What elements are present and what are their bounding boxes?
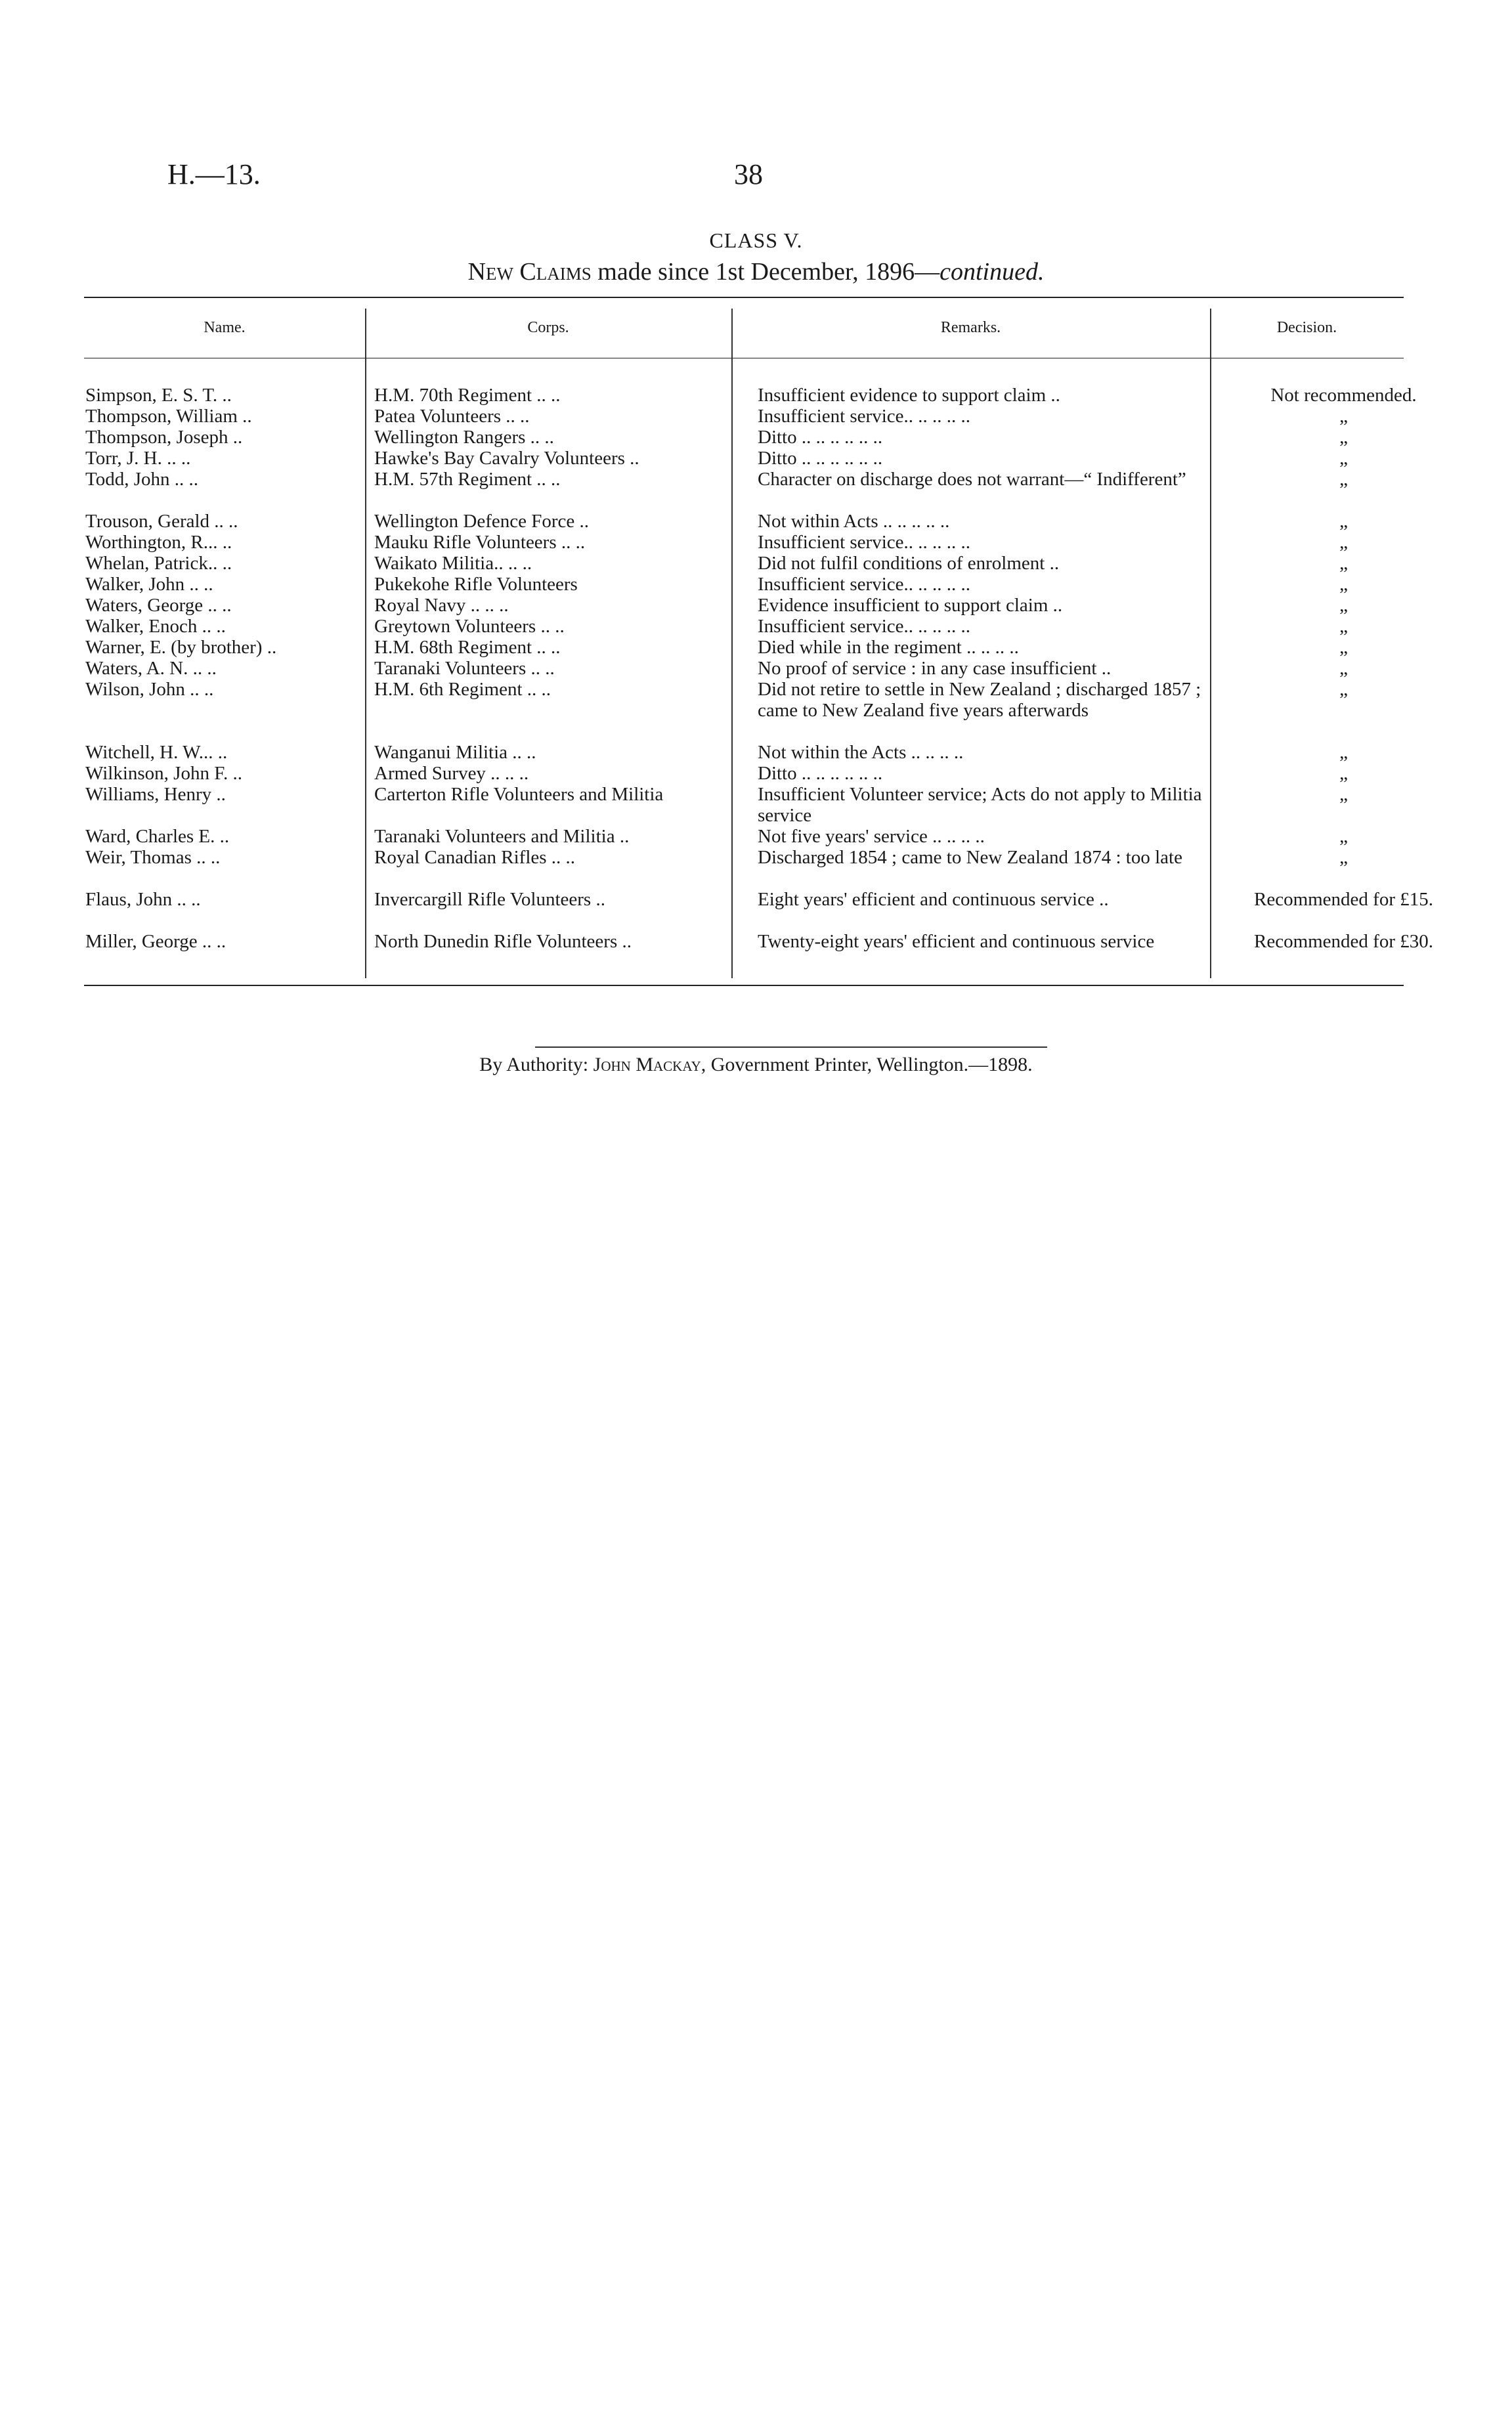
cell-decision bbox=[1247, 616, 1440, 637]
table-row bbox=[84, 721, 1440, 763]
cell-decision bbox=[1247, 469, 1440, 490]
cell-name-text: Thompson, Joseph .. bbox=[85, 427, 243, 448]
cell-remarks-text: Insufficient service.. .. .. .. .. bbox=[758, 532, 971, 553]
class-title: CLASS V. bbox=[709, 228, 803, 252]
cell-name-text: Torr, J. H. .. .. bbox=[85, 448, 191, 469]
table-row bbox=[84, 385, 1440, 406]
cell-name-text: Walker, Enoch .. .. bbox=[85, 616, 226, 637]
cell-corps-text: H.M. 70th Regiment .. .. bbox=[374, 385, 561, 406]
cell-name-text: Waters, A. N. .. .. bbox=[85, 658, 217, 679]
cell-name-text: Weir, Thomas .. .. bbox=[85, 847, 221, 868]
cell-remarks bbox=[748, 490, 1247, 532]
cell-remarks bbox=[748, 784, 1247, 826]
cell-decision-text: „ bbox=[1339, 553, 1348, 574]
cell-name bbox=[84, 826, 368, 847]
cell-corps bbox=[368, 637, 748, 658]
cell-name-text: Ward, Charles E. .. bbox=[85, 826, 230, 847]
cell-name-text: Walker, John .. .. bbox=[85, 574, 213, 595]
cell-name bbox=[84, 910, 368, 952]
table-row bbox=[84, 868, 1440, 910]
cell-remarks-text: Not within the Acts .. .. .. .. bbox=[758, 742, 964, 763]
table-row bbox=[84, 490, 1440, 532]
cell-name bbox=[84, 595, 368, 616]
cell-corps-text: Patea Volunteers .. .. bbox=[374, 406, 530, 427]
cell-name-text: Wilson, John .. .. bbox=[85, 679, 214, 700]
cell-remarks-text: Discharged 1854 ; came to New Zealand 1874 : too late bbox=[758, 847, 1182, 868]
cell-name bbox=[84, 574, 368, 595]
cell-remarks bbox=[748, 868, 1247, 910]
cell-decision bbox=[1247, 721, 1440, 763]
imprint-rest: Government Printer, Wellington.—1898. bbox=[710, 1054, 1033, 1075]
cell-corps-text: H.M. 57th Regiment .. .. bbox=[374, 469, 561, 490]
cell-corps-text: H.M. 68th Regiment .. .. bbox=[374, 637, 561, 658]
cell-remarks-text: Ditto .. .. .. .. .. .. bbox=[758, 427, 883, 448]
cell-corps bbox=[368, 406, 748, 427]
cell-name-text: Trouson, Gerald .. .. bbox=[85, 511, 238, 532]
claims-table-body bbox=[84, 385, 1440, 952]
cell-name-text: Worthington, R... .. bbox=[85, 532, 232, 553]
cell-remarks bbox=[748, 679, 1247, 721]
cell-name-text: Flaus, John .. .. bbox=[85, 889, 201, 910]
cell-remarks bbox=[748, 616, 1247, 637]
cell-decision-text: „ bbox=[1339, 511, 1348, 532]
cell-corps bbox=[368, 847, 748, 868]
table-row bbox=[84, 532, 1440, 553]
cell-corps bbox=[368, 385, 748, 406]
cell-remarks bbox=[748, 847, 1247, 868]
cell-decision-text: „ bbox=[1339, 448, 1348, 469]
cell-name-text: Miller, George .. .. bbox=[85, 931, 227, 952]
cell-corps-text: Wanganui Militia .. .. bbox=[374, 742, 536, 763]
cell-remarks bbox=[748, 574, 1247, 595]
cell-corps-text: Greytown Volunteers .. .. bbox=[374, 616, 565, 637]
table-row bbox=[84, 616, 1440, 637]
cell-decision bbox=[1247, 595, 1440, 616]
cell-name-text: Todd, John .. .. bbox=[85, 469, 198, 490]
cell-remarks bbox=[748, 385, 1247, 406]
cell-remarks bbox=[748, 763, 1247, 784]
cell-remarks-text: Ditto .. .. .. .. .. .. bbox=[758, 763, 883, 784]
cell-name-text: Thompson, William .. bbox=[85, 406, 252, 427]
cell-decision-text: „ bbox=[1339, 469, 1348, 490]
cell-decision bbox=[1247, 826, 1440, 847]
cell-name bbox=[84, 616, 368, 637]
table-row bbox=[84, 763, 1440, 784]
cell-decision-text: „ bbox=[1339, 616, 1348, 637]
cell-name bbox=[84, 847, 368, 868]
column-header-decision: Decision. bbox=[1276, 319, 1337, 336]
cell-remarks-text: Did not fulfil conditions of enrolment .. bbox=[758, 553, 1060, 574]
cell-name bbox=[84, 532, 368, 553]
cell-corps-text: Pukekohe Rifle Volunteers bbox=[374, 574, 578, 595]
cell-name bbox=[84, 448, 368, 469]
cell-remarks bbox=[748, 532, 1247, 553]
cell-decision bbox=[1247, 448, 1440, 469]
cell-corps-text: Royal Canadian Rifles .. .. bbox=[374, 847, 576, 868]
cell-remarks-text: Insufficient evidence to support claim .. bbox=[758, 385, 1060, 406]
cell-decision-text: „ bbox=[1339, 637, 1348, 658]
cell-decision-text: „ bbox=[1339, 574, 1348, 595]
cell-corps bbox=[368, 427, 748, 448]
cell-corps bbox=[368, 448, 748, 469]
cell-remarks bbox=[748, 910, 1247, 952]
imprint bbox=[0, 1054, 1512, 1076]
cell-corps bbox=[368, 553, 748, 574]
cell-name bbox=[84, 490, 368, 532]
table-row bbox=[84, 658, 1440, 679]
subtitle-continued: continued. bbox=[940, 258, 1045, 286]
cell-corps bbox=[368, 763, 748, 784]
cell-decision-text: „ bbox=[1339, 763, 1348, 784]
cell-remarks bbox=[748, 448, 1247, 469]
cell-corps-text: Wellington Rangers .. .. bbox=[374, 427, 554, 448]
imprint-lead: By Authority: bbox=[479, 1054, 589, 1075]
table-row bbox=[84, 448, 1440, 469]
cell-decision-text: „ bbox=[1339, 658, 1348, 679]
cell-name bbox=[84, 637, 368, 658]
cell-corps-text: Hawke's Bay Cavalry Volunteers .. bbox=[374, 448, 639, 469]
cell-name bbox=[84, 679, 368, 721]
cell-decision-text: „ bbox=[1339, 427, 1348, 448]
cell-remarks bbox=[748, 469, 1247, 490]
cell-remarks bbox=[748, 595, 1247, 616]
subtitle-smallcaps: New Claims bbox=[467, 258, 592, 286]
cell-corps-text: North Dunedin Rifle Volunteers .. bbox=[374, 931, 632, 952]
cell-corps bbox=[368, 910, 748, 952]
cell-decision-text: „ bbox=[1339, 679, 1348, 700]
table-row bbox=[84, 637, 1440, 658]
cell-name-text: Wilkinson, John F. .. bbox=[85, 763, 243, 784]
cell-remarks-text: Insufficient service.. .. .. .. .. bbox=[758, 406, 971, 427]
cell-name bbox=[84, 721, 368, 763]
cell-name bbox=[84, 406, 368, 427]
cell-name bbox=[84, 763, 368, 784]
cell-remarks bbox=[748, 406, 1247, 427]
cell-corps bbox=[368, 868, 748, 910]
cell-corps bbox=[368, 721, 748, 763]
column-header-remarks: Remarks. bbox=[940, 319, 1001, 336]
cell-decision bbox=[1247, 910, 1440, 952]
cell-name bbox=[84, 427, 368, 448]
cell-name-text: Waters, George .. .. bbox=[85, 595, 232, 616]
page-number: 38 bbox=[734, 158, 763, 190]
cell-name bbox=[84, 784, 368, 826]
table-row bbox=[84, 847, 1440, 868]
cell-remarks bbox=[748, 658, 1247, 679]
column-headers bbox=[0, 319, 1512, 341]
cell-decision-text: Recommended for £15. bbox=[1253, 889, 1433, 910]
cell-decision bbox=[1247, 637, 1440, 658]
cell-decision bbox=[1247, 868, 1440, 910]
cell-corps-text: Royal Navy .. .. .. bbox=[374, 595, 509, 616]
table-row bbox=[84, 469, 1440, 490]
cell-corps bbox=[368, 616, 748, 637]
table-row bbox=[84, 553, 1440, 574]
cell-corps bbox=[368, 784, 748, 826]
cell-corps-text: Waikato Militia.. .. .. bbox=[374, 553, 532, 574]
cell-corps bbox=[368, 490, 748, 532]
cell-corps bbox=[368, 532, 748, 553]
cell-corps-text: Taranaki Volunteers .. .. bbox=[374, 658, 555, 679]
page-reference: H.—13. bbox=[167, 158, 261, 190]
table-row bbox=[84, 784, 1440, 826]
cell-corps-text: Carterton Rifle Volunteers and Militia bbox=[374, 784, 664, 805]
table-row bbox=[84, 574, 1440, 595]
cell-remarks-text: No proof of service : in any case insufficient .. bbox=[758, 658, 1112, 679]
cell-remarks bbox=[748, 427, 1247, 448]
cell-name-text: Whelan, Patrick.. .. bbox=[85, 553, 232, 574]
cell-corps-text: Invercargill Rifle Volunteers .. bbox=[374, 889, 605, 910]
cell-decision bbox=[1247, 406, 1440, 427]
cell-remarks-text: Died while in the regiment .. .. .. .. bbox=[758, 637, 1019, 658]
table-row bbox=[84, 826, 1440, 847]
cell-corps bbox=[368, 658, 748, 679]
cell-remarks bbox=[748, 826, 1247, 847]
cell-decision bbox=[1247, 763, 1440, 784]
cell-remarks-text: Insufficient service.. .. .. .. .. bbox=[758, 574, 971, 595]
cell-decision-text: „ bbox=[1339, 826, 1348, 847]
cell-decision bbox=[1247, 679, 1440, 721]
cell-remarks-text: Insufficient Volunteer service; Acts do not apply to Militia service bbox=[758, 784, 1202, 826]
cell-decision bbox=[1247, 658, 1440, 679]
cell-name bbox=[84, 553, 368, 574]
cell-remarks bbox=[748, 553, 1247, 574]
table-row bbox=[84, 595, 1440, 616]
cell-name bbox=[84, 658, 368, 679]
cell-name-text: Simpson, E. S. T. .. bbox=[85, 385, 232, 406]
table-row bbox=[84, 427, 1440, 448]
cell-decision bbox=[1247, 385, 1440, 406]
cell-corps-text: H.M. 6th Regiment .. .. bbox=[374, 679, 551, 700]
cell-name-text: Williams, Henry .. bbox=[85, 784, 226, 805]
cell-remarks-text: Not within Acts .. .. .. .. .. bbox=[758, 511, 950, 532]
cell-decision bbox=[1247, 784, 1440, 826]
cell-remarks-text: Evidence insufficient to support claim .. bbox=[758, 595, 1063, 616]
cell-decision-text: „ bbox=[1339, 847, 1348, 868]
cell-decision-text: Not recommended. bbox=[1270, 385, 1417, 406]
cell-decision bbox=[1247, 427, 1440, 448]
cell-remarks-text: Ditto .. .. .. .. .. .. bbox=[758, 448, 883, 469]
cell-remarks-text: Did not retire to settle in New Zealand ; discharged 1857 ; came to New Zealand five years afterwards bbox=[758, 679, 1201, 721]
cell-decision-text: „ bbox=[1339, 595, 1348, 616]
cell-decision-text: Recommended for £30. bbox=[1253, 931, 1433, 952]
cell-decision bbox=[1247, 553, 1440, 574]
cell-remarks bbox=[748, 637, 1247, 658]
cell-decision-text: „ bbox=[1339, 742, 1348, 763]
cell-corps bbox=[368, 595, 748, 616]
cell-name bbox=[84, 385, 368, 406]
cell-decision-text: „ bbox=[1339, 532, 1348, 553]
cell-name-text: Witchell, H. W... .. bbox=[85, 742, 228, 763]
column-header-corps: Corps. bbox=[527, 319, 569, 336]
imprint-printer-name: John Mackay, bbox=[593, 1054, 706, 1075]
cell-remarks bbox=[748, 721, 1247, 763]
table-row bbox=[84, 406, 1440, 427]
cell-corps-text: Mauku Rifle Volunteers .. .. bbox=[374, 532, 586, 553]
cell-corps bbox=[368, 679, 748, 721]
cell-remarks-text: Eight years' efficient and continuous service .. bbox=[758, 889, 1109, 910]
cell-decision bbox=[1247, 847, 1440, 868]
cell-decision-text: „ bbox=[1339, 784, 1348, 805]
cell-corps-text: Taranaki Volunteers and Militia .. bbox=[374, 826, 630, 847]
imprint-rule bbox=[535, 1046, 1047, 1048]
table-row bbox=[84, 679, 1440, 721]
column-header-name: Name. bbox=[204, 319, 246, 336]
cell-corps-text: Wellington Defence Force .. bbox=[374, 511, 590, 532]
top-rule bbox=[84, 297, 1404, 298]
cell-decision bbox=[1247, 490, 1440, 532]
table-row bbox=[84, 910, 1440, 952]
cell-name bbox=[84, 868, 368, 910]
cell-name bbox=[84, 469, 368, 490]
cell-corps bbox=[368, 469, 748, 490]
claims-table bbox=[84, 385, 1440, 952]
cell-corps-text: Armed Survey .. .. .. bbox=[374, 763, 529, 784]
cell-remarks-text: Not five years' service .. .. .. .. bbox=[758, 826, 985, 847]
bottom-rule bbox=[84, 985, 1404, 986]
cell-remarks-text: Insufficient service.. .. .. .. .. bbox=[758, 616, 971, 637]
cell-corps bbox=[368, 574, 748, 595]
cell-decision bbox=[1247, 532, 1440, 553]
cell-corps bbox=[368, 826, 748, 847]
cell-decision bbox=[1247, 574, 1440, 595]
cell-remarks-text: Twenty-eight years' efficient and continuous service bbox=[758, 931, 1155, 952]
cell-remarks-text: Character on discharge does not warrant—“ Indifferent” bbox=[758, 469, 1186, 490]
cell-name-text: Warner, E. (by brother) .. bbox=[85, 637, 277, 658]
cell-decision-text: „ bbox=[1339, 406, 1348, 427]
subtitle bbox=[0, 257, 1512, 286]
subtitle-middle: made since 1st December, 1896— bbox=[591, 258, 940, 286]
